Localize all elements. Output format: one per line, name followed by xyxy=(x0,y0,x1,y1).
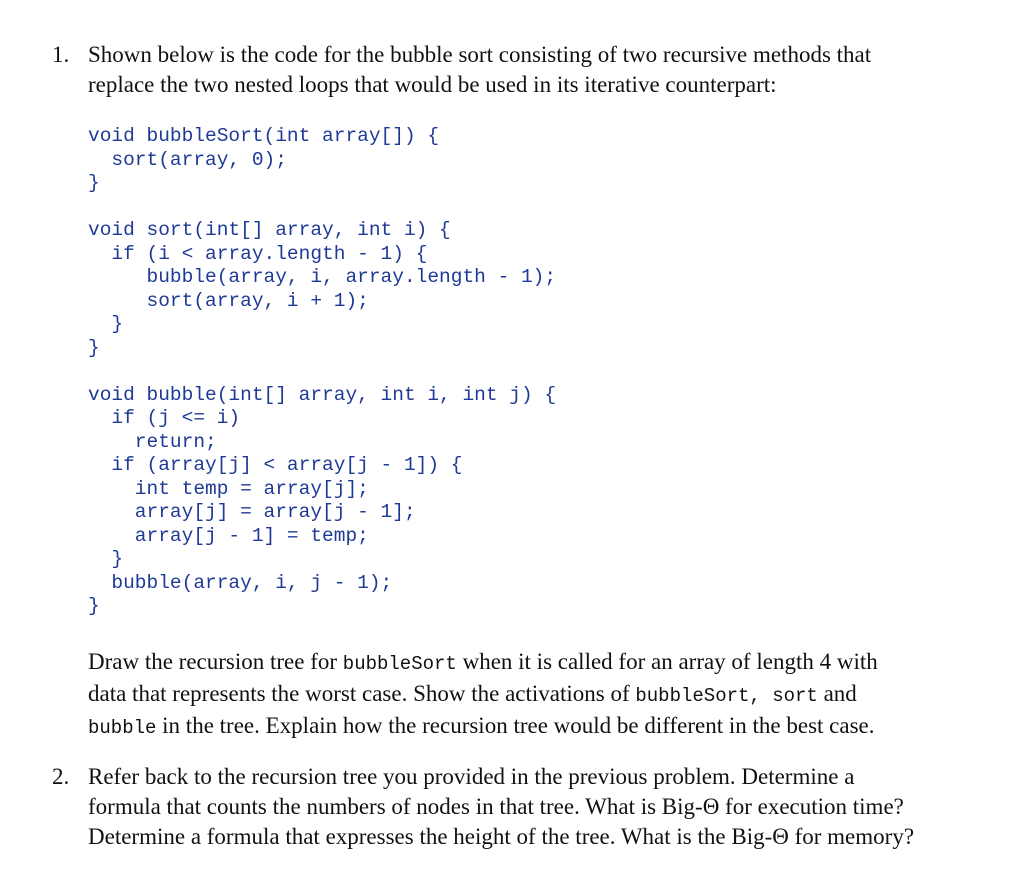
task-code-bubblesort: bubbleSort xyxy=(342,653,457,675)
task-text-3: data that represents the worst case. Show the activations of xyxy=(88,681,636,706)
task-code-bubblesort-sort: bubbleSort, sort xyxy=(635,685,818,707)
task-text-2: when it is called for an array of length 4 with xyxy=(456,649,878,674)
question-1-intro-line-1: Shown below is the code for the bubble sort consisting of two recursive methods that xyxy=(88,42,872,67)
question-2-line-1: Refer back to the recursion tree you provided in the previous problem. Determine a xyxy=(88,764,855,789)
bubble-sort-code-block: void bubbleSort(int array[]) { sort(array, 0); } void sort(int[] array, int i) { if (i < array.length - 1) { bubble(array, i, array.length - 1); sort(array, i + 1); } } void bubble(int[] array, int i, int j) { if (j <= i) return; if (array[j] < array[j - 1]) { int temp = array[j]; array[j] = array[j - 1]; array[j - 1] = temp; } bubble(array, i, j - 1); } xyxy=(88,125,557,617)
question-2-line-3: Determine a formula that expresses the height of the tree. What is the Big-Θ for memory? xyxy=(88,824,915,849)
question-2-number: 2. xyxy=(52,764,70,789)
task-text-1: Draw the recursion tree for xyxy=(88,649,343,674)
question-1-intro-line-2: replace the two nested loops that would be used in its iterative counterpart: xyxy=(88,72,777,97)
question-1-number: 1. xyxy=(52,42,70,67)
question-1-task xyxy=(88,647,988,743)
question-2-text xyxy=(88,762,988,852)
task-code-bubble: bubble xyxy=(88,717,157,739)
question-1-intro xyxy=(88,40,988,100)
task-text-4: and xyxy=(817,681,857,706)
question-2-line-2: formula that counts the numbers of nodes in that tree. What is Big-Θ for execution time? xyxy=(88,794,904,819)
task-text-5: in the tree. Explain how the recursion tree would be different in the best case. xyxy=(156,713,875,738)
